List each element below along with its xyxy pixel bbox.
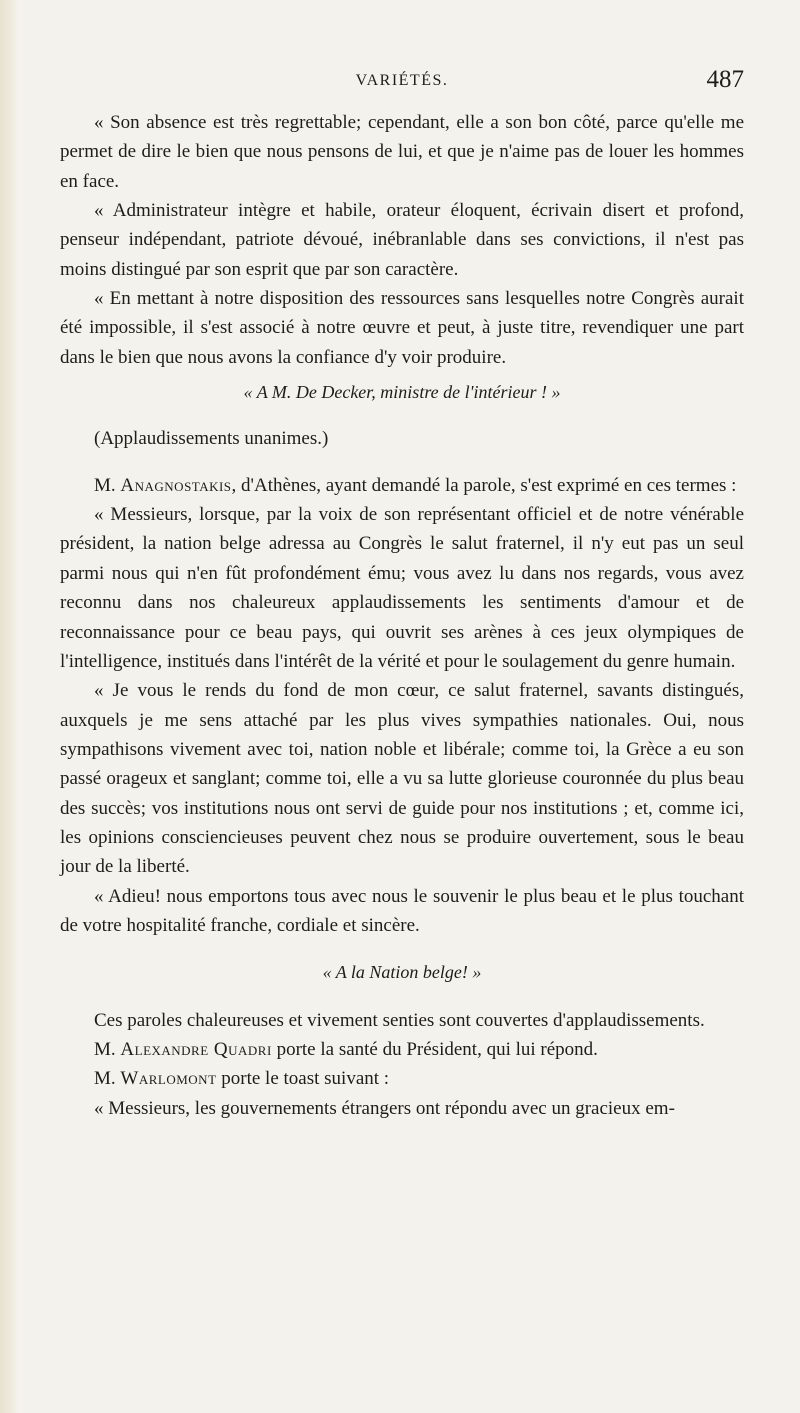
page-binding-shadow (0, 0, 18, 1413)
paragraph-administrateur: « Administrateur intègre et habile, orateur éloquent, écrivain disert et profond, penseur indépendant, patriote dévoué, inébranlable dans ses convictions, il n'est pas moins distingué par son esprit que par son caractère. (60, 200, 744, 280)
speaker-name: Alexandre Quadri (120, 1038, 272, 1060)
running-header (60, 66, 744, 106)
speaker-name: Warlomont (120, 1068, 217, 1090)
speaker-intro-anagnostakis (60, 471, 744, 500)
paragraph-messieurs: « Messieurs, lorsque, par la voix de son représentant officiel et de notre vénérable président, la nation belge adressa au Congrès le salut fraternel, il n'y eut pas un seul parmi nous qui n'en fût profondément ému; vous avez lu dans nos regards, vous avez reconnu dans nos chaleureux applaudissements les sentiments d'amour et de reconnaissance pour ce beau pays, qui ouvrit ses arènes à ces jeux olympiques de l'intelligence, institués dans l'intérêt de la vérité et pour le soulagement du genre humain. (60, 504, 744, 672)
paragraph-applaudissements: Ces paroles chaleureuses et vivement senties sont couvertes d'applaudissements. (94, 1009, 705, 1031)
speaker-name: Anagnostakis (120, 474, 232, 496)
paragraph-adieu: « Adieu! nous emportons tous avec nous le souvenir le plus beau et le plus touchant de votre hospitalité franche, cordiale et sincère. (60, 885, 744, 936)
toast-nation-belge: « A la Nation belge! » (322, 962, 482, 983)
speaker-prefix: M. (94, 1038, 121, 1060)
paragraph-absence: « Son absence est très regrettable; cependant, elle a son bon côté, parce qu'elle me permet de dire le bien que nous pensons de lui, et que je n'aime pas de louer les hommes en face. (60, 112, 744, 192)
body-text (60, 108, 744, 1123)
paragraph-ressources: « En mettant à notre disposition des ressources sans lesquelles notre Congrès aurait été impossible, il s'est associé à notre œuvre et peut, à juste titre, revendiquer une part dans le bien que nous avons la confiance d'y voir produire. (60, 288, 744, 368)
speaker-intro-quadri (60, 1035, 744, 1064)
speaker-intro-text: , d'Athènes, ayant demandé la parole, s'est exprimé en ces termes : (231, 474, 737, 496)
toast-de-decker: « A M. De Decker, ministre de l'intérieur ! » (243, 382, 561, 403)
document-page (60, 66, 744, 1123)
speaker-prefix: M. (94, 474, 121, 496)
page-number: 487 (706, 66, 744, 93)
speaker-intro-warlomont (60, 1064, 744, 1093)
paragraph-salut-fraternel: « Je vous le rends du fond de mon cœur, ce salut fraternel, savants distingués, auxquels je me sens attaché par les plus vives sympathies nationales. Oui, nous sympathisons vivement avec toi, nation noble et libérale; comme toi, la Grèce a eu son passé orageux et sanglant; comme toi, elle a vu sa lutte glorieuse couronnée du plus beau des succès; vos institutions nous ont servi de guide pour nos institutions ; et, comme ici, les opinions consciencieuses peuvent chez nous se produire ouvertement, sous le beau jour de la liberté. (60, 680, 744, 878)
speaker-intro-text: porte le toast suivant : (216, 1068, 390, 1090)
applause-note: (Applaudissements unanimes.) (94, 428, 329, 450)
running-title: VARIÉTÉS. (355, 72, 449, 89)
paragraph-gouvernements: « Messieurs, les gouvernements étrangers ont répondu avec un gracieux em- (94, 1097, 675, 1119)
speaker-prefix: M. (94, 1068, 121, 1090)
speaker-intro-text: porte la santé du Président, qui lui répond. (271, 1038, 598, 1060)
